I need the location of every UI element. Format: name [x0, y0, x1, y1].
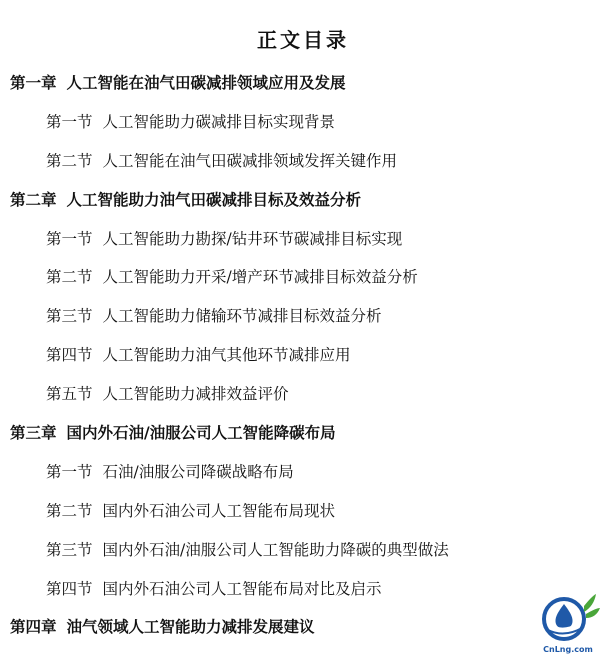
cnlng-logo: [534, 592, 602, 654]
toc-text: 人工智能助力开采/增产环节减排目标效益分析: [102, 268, 418, 287]
toc-text: 油气领域人工智能助力减排发展建议: [66, 617, 315, 637]
toc-text: 国内外石油/油服公司人工智能降碳布局: [66, 423, 336, 443]
toc-number: 第一节: [46, 462, 93, 481]
toc-section-2-4[interactable]: [0, 342, 606, 381]
toc-number: 第五节: [46, 385, 93, 404]
toc-chapter-4[interactable]: [0, 614, 606, 653]
toc-section-2-1[interactable]: [0, 226, 606, 265]
toc-chapter-1[interactable]: [0, 70, 606, 109]
toc-section-3-3[interactable]: [0, 537, 606, 576]
cnlng-logo-icon: [534, 592, 602, 644]
toc-number: 第四章: [10, 617, 57, 637]
toc-text: 国内外石油/油服公司人工智能助力降碳的典型做法: [102, 540, 449, 559]
toc-text: 人工智能助力碳减排目标实现背景: [102, 112, 336, 131]
toc-text: 人工智能助力储输环节减排目标效益分析: [102, 307, 382, 326]
toc-number: 第四节: [46, 579, 93, 598]
toc-text: 国内外石油公司人工智能布局对比及启示: [102, 579, 382, 598]
toc-text: 石油/油服公司降碳战略布局: [102, 462, 294, 481]
toc-section-2-5[interactable]: [0, 381, 606, 420]
toc-number: 第三节: [46, 540, 93, 559]
table-of-contents: [0, 70, 606, 653]
toc-section-3-1[interactable]: [0, 459, 606, 498]
toc-text: 人工智能助力油气田碳减排目标及效益分析: [66, 189, 362, 209]
toc-text: 人工智能助力油气其他环节减排应用: [102, 346, 351, 365]
toc-number: 第二节: [46, 501, 93, 520]
toc-number: 第二章: [10, 189, 57, 209]
toc-section-2-3[interactable]: [0, 303, 606, 342]
toc-chapter-2[interactable]: [0, 187, 606, 226]
toc-text: 人工智能在油气田碳减排领域应用及发展: [66, 73, 346, 92]
toc-number: 第一章: [10, 73, 57, 92]
toc-number: 第三节: [46, 307, 93, 326]
toc-text: 人工智能助力减排效益评价: [102, 385, 289, 404]
toc-number: 第四节: [46, 346, 93, 365]
toc-number: 第一节: [46, 112, 93, 131]
toc-section-3-2[interactable]: [0, 498, 606, 537]
toc-title: 正文目录: [257, 28, 349, 52]
toc-section-1-2[interactable]: [0, 148, 606, 187]
toc-number: 第二节: [46, 268, 93, 287]
toc-text: 人工智能助力勘探/钻井环节碳减排目标实现: [102, 229, 403, 248]
logo-text: CnLng.com: [543, 645, 593, 654]
toc-text: 国内外石油公司人工智能布局现状: [102, 501, 336, 520]
toc-chapter-3[interactable]: [0, 420, 606, 459]
toc-section-1-1[interactable]: [0, 109, 606, 148]
toc-number: 第三章: [10, 423, 57, 443]
toc-number: 第二节: [46, 151, 93, 170]
toc-text: 人工智能在油气田碳减排领域发挥关键作用: [102, 151, 398, 170]
toc-section-2-2[interactable]: [0, 264, 606, 303]
toc-number: 第一节: [46, 229, 93, 248]
toc-section-3-4[interactable]: [0, 576, 606, 615]
